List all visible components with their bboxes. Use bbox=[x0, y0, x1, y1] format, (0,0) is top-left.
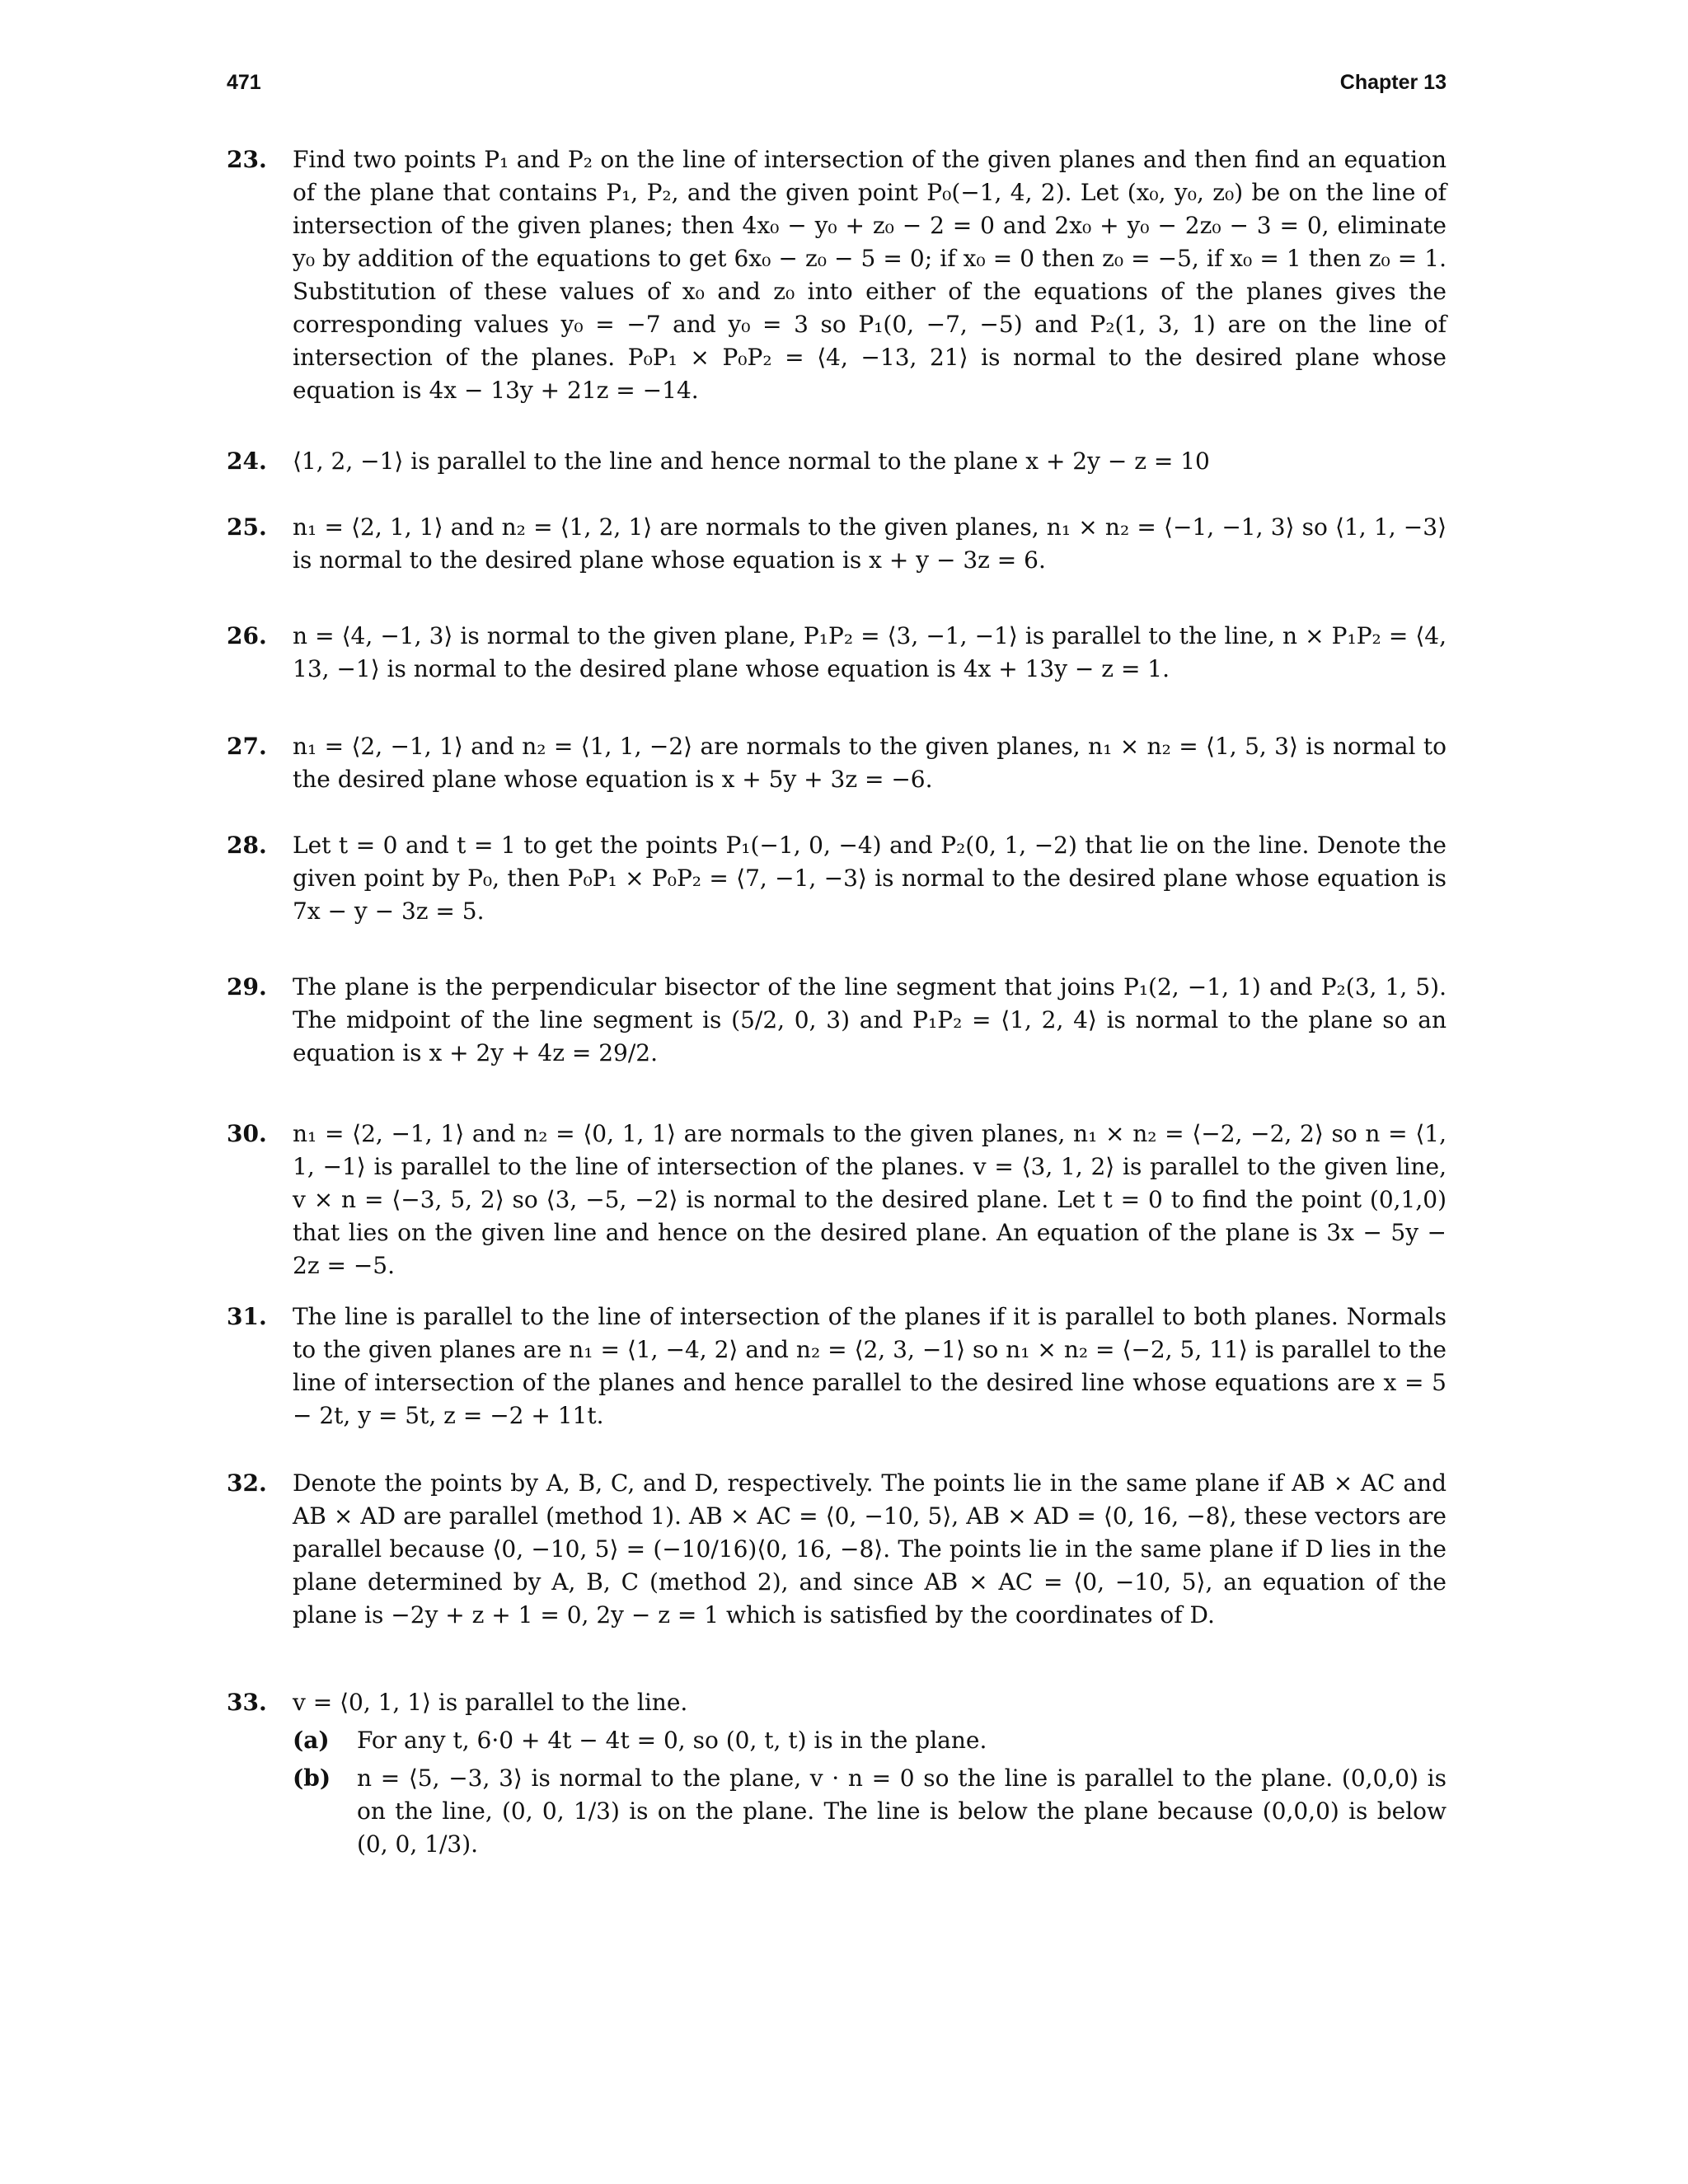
problem-number: 26. bbox=[227, 622, 267, 649]
chapter-title: Chapter 13 bbox=[1339, 71, 1447, 94]
problem-part-a bbox=[293, 1724, 1447, 1757]
problem-text: ⟨1, 2, −1⟩ is parallel to the line and hence normal to the plane x + 2y − z = 10 bbox=[293, 448, 1210, 475]
problem-text: Find two points P₁ and P₂ on the line of intersection of the given planes and then find an equation of the plane that contains P₁, P₂, and the given point P₀(−1, 4, 2). Let (x₀, y₀, z₀) be on the line of intersection of the given planes; then 4x₀ − y₀ + z₀ − 2 = 0 and 2x₀ + y₀ − 2z₀ − 3 = 0, eliminate y₀ by addition of the equations to get 6x₀ − z₀ − 5 = 0; if x₀ = 0 then z₀ = −5, if x₀ = 1 then z₀ = 1. Substitution of these values of x₀ and z₀ into either of the equations of the planes gives the corresponding values y₀ = −7 and y₀ = 3 so P₁(0, −7, −5) and P₂(1, 3, 1) are on the line of intersection of the planes. P₀P₁ × P₀P₂ = ⟨4, −13, 21⟩ is normal to the desired plane whose equation is 4x − 13y + 21z = −14. bbox=[293, 146, 1447, 404]
problem-text: n = ⟨4, −1, 3⟩ is normal to the given plane, P₁P₂ = ⟨3, −1, −1⟩ is parallel to the line, n × P₁P₂ = ⟨4, 13, −1⟩ is normal to the desired plane whose equation is 4x + 13y − z = 1. bbox=[293, 622, 1447, 682]
problem-28 bbox=[227, 829, 1447, 928]
problem-number: 25. bbox=[227, 513, 267, 541]
problem-number: 29. bbox=[227, 973, 267, 1001]
problem-text: Let t = 0 and t = 1 to get the points P₁(−1, 0, −4) and P₂(0, 1, −2) that lie on the line. Denote the given point by P₀, then P₀P₁ × P₀P₂ = ⟨7, −1, −3⟩ is normal to the desired plane whose equation is 7x − y − 3z = 5. bbox=[293, 832, 1447, 925]
problem-number: 27. bbox=[227, 733, 267, 760]
problem-number: 24. bbox=[227, 448, 267, 475]
problem-33 bbox=[227, 1686, 1447, 1861]
problem-26 bbox=[227, 620, 1447, 686]
part-text: For any t, 6·0 + 4t − 4t = 0, so (0, t, t) is in the plane. bbox=[357, 1727, 987, 1754]
problem-part-b bbox=[293, 1762, 1447, 1861]
problem-31 bbox=[227, 1301, 1447, 1432]
problem-25 bbox=[227, 511, 1447, 577]
problem-32 bbox=[227, 1467, 1447, 1632]
problem-text: v = ⟨0, 1, 1⟩ is parallel to the line. bbox=[293, 1689, 688, 1716]
problem-24 bbox=[227, 445, 1447, 478]
problem-number: 30. bbox=[227, 1120, 267, 1147]
problem-30 bbox=[227, 1118, 1447, 1282]
problem-text: Denote the points by A, B, C, and D, respectively. The points lie in the same plane if AB × AC and AB × AD are parallel (method 1). AB × AC = ⟨0, −10, 5⟩, AB × AD = ⟨0, 16, −8⟩, these vectors are parallel because ⟨0, −10, 5⟩ = (−10/16)⟨0, 16, −8⟩. The points lie in the same plane if D lies in the plane determined by A, B, C (method 2), and since AB × AC = ⟨0, −10, 5⟩, an equation of the plane is −2y + z + 1 = 0, 2y − z = 1 which is satisfied by the coordinates of D. bbox=[293, 1469, 1447, 1629]
problem-text: n₁ = ⟨2, −1, 1⟩ and n₂ = ⟨1, 1, −2⟩ are normals to the given planes, n₁ × n₂ = ⟨1, 5, 3⟩ is normal to the desired plane whose equation is x + 5y + 3z = −6. bbox=[293, 733, 1447, 793]
part-text: n = ⟨5, −3, 3⟩ is normal to the plane, v · n = 0 so the line is parallel to the plane. (0,0,0) is on the line, (0, 0, 1/3) is on the plane. The line is below the plane because (0,0,0) is below (0, 0, 1/3). bbox=[357, 1765, 1447, 1858]
problem-23 bbox=[227, 143, 1447, 407]
problem-number: 28. bbox=[227, 832, 267, 859]
problem-27 bbox=[227, 730, 1447, 796]
problem-text: n₁ = ⟨2, 1, 1⟩ and n₂ = ⟨1, 2, 1⟩ are normals to the given planes, n₁ × n₂ = ⟨−1, −1, 3⟩ so ⟨1, 1, −3⟩ is normal to the desired plane whose equation is x + y − 3z = 6. bbox=[293, 513, 1447, 574]
problem-number: 31. bbox=[227, 1303, 267, 1330]
problem-number: 33. bbox=[227, 1689, 267, 1716]
part-label: (b) bbox=[293, 1765, 331, 1792]
problem-text: The plane is the perpendicular bisector of the line segment that joins P₁(2, −1, 1) and P₂(3, 1, 5). The midpoint of the line segment is (5/2, 0, 3) and P₁P₂ = ⟨1, 2, 4⟩ is normal to the plane so an equation is x + 2y + 4z = 29/2. bbox=[293, 973, 1447, 1066]
part-label: (a) bbox=[293, 1727, 330, 1754]
problem-text: n₁ = ⟨2, −1, 1⟩ and n₂ = ⟨0, 1, 1⟩ are normals to the given planes, n₁ × n₂ = ⟨−2, −2, 2⟩ so n = ⟨1, 1, −1⟩ is parallel to the line of intersection of the planes. v = ⟨3, 1, 2⟩ is parallel to the given line, v × n = ⟨−3, 5, 2⟩ so ⟨3, −5, −2⟩ is normal to the desired plane. Let t = 0 to find the point (0,1,0) that lies on the given line and hence on the desired plane. An equation of the plane is 3x − 5y − 2z = −5. bbox=[293, 1120, 1447, 1279]
problem-29 bbox=[227, 971, 1447, 1070]
problem-text: The line is parallel to the line of intersection of the planes if it is parallel to both planes. Normals to the given planes are n₁ = ⟨1, −4, 2⟩ and n₂ = ⟨2, 3, −1⟩ so n₁ × n₂ = ⟨−2, 5, 11⟩ is parallel to the line of intersection of the planes and hence parallel to the desired line whose equations are x = 5 − 2t, y = 5t, z = −2 + 11t. bbox=[293, 1303, 1447, 1429]
problem-number: 32. bbox=[227, 1469, 267, 1497]
page-number: 471 bbox=[227, 71, 261, 94]
problem-number: 23. bbox=[227, 146, 267, 173]
